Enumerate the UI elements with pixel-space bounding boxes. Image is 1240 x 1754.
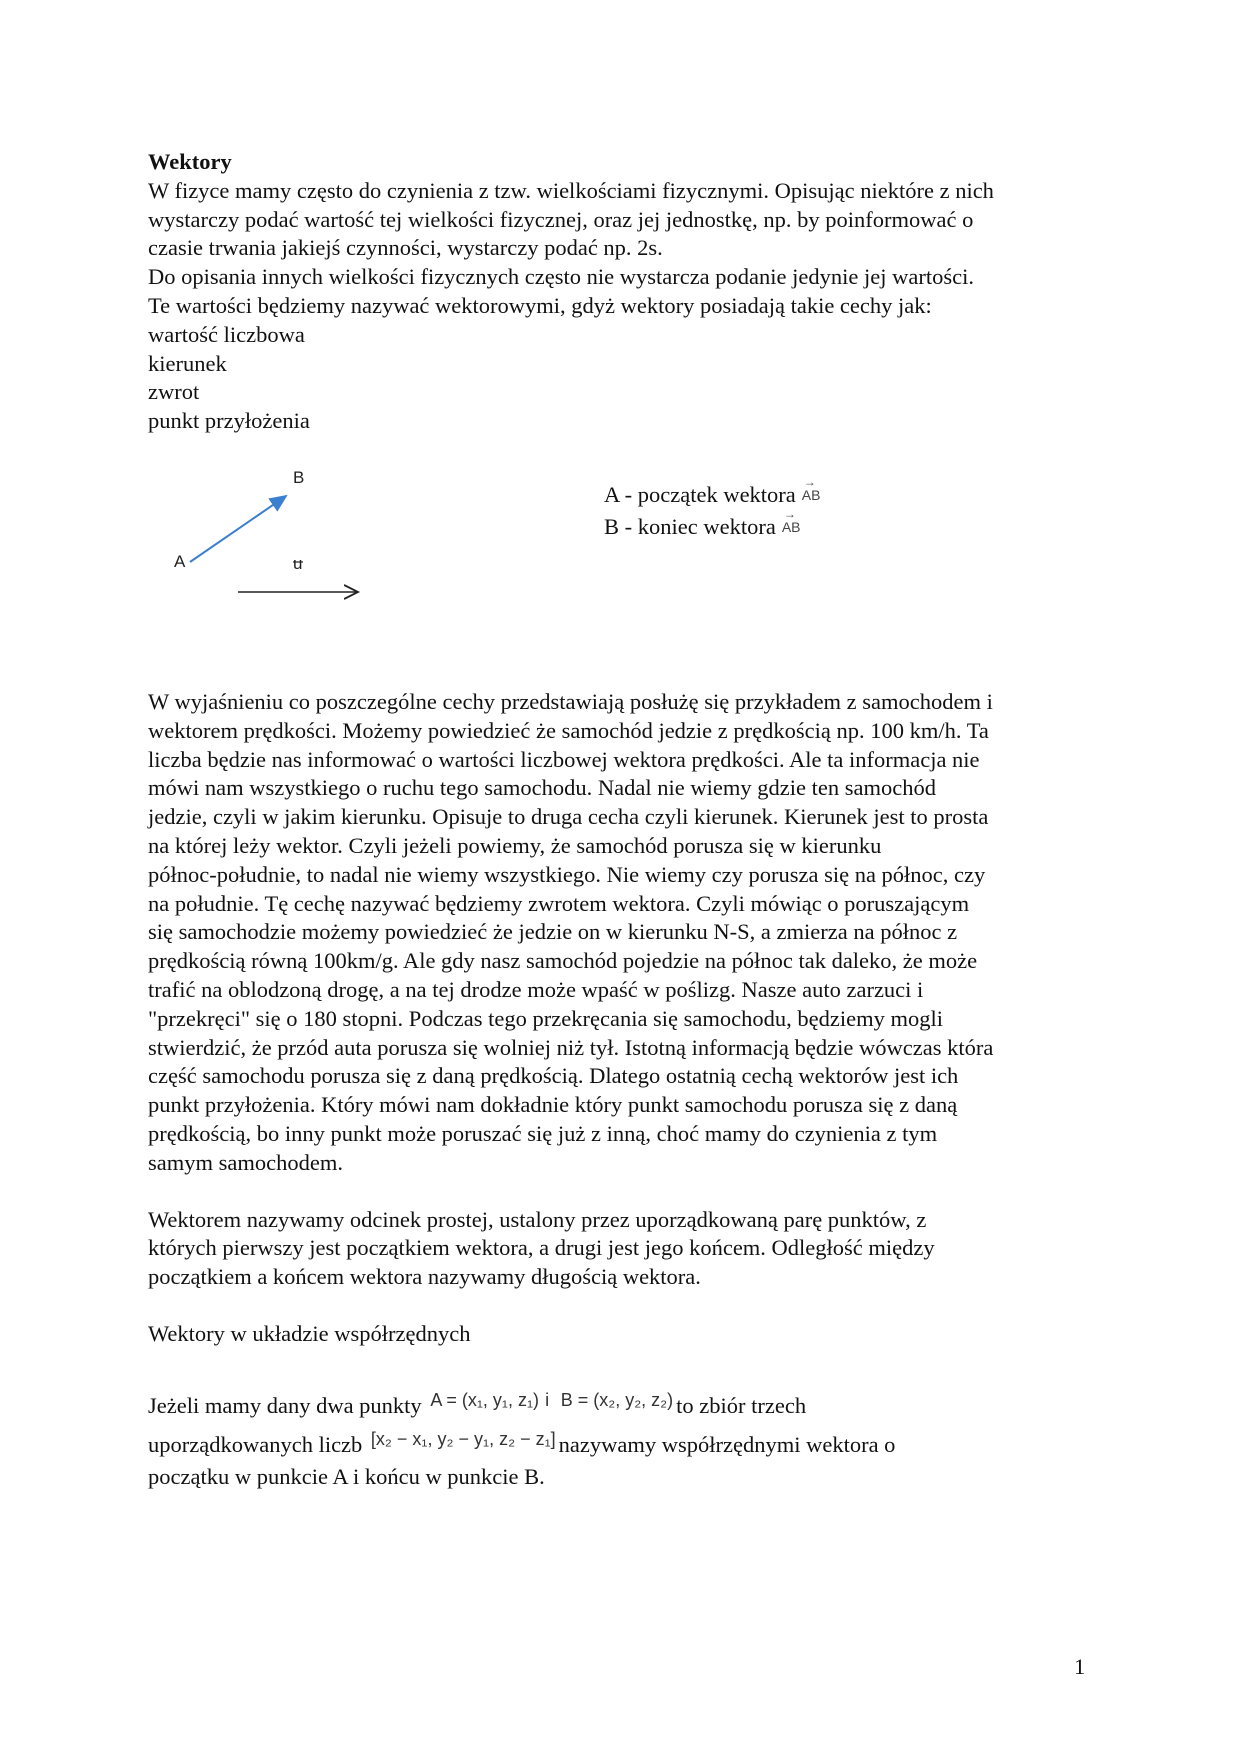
text-line: Do opisania innych wielkości fizycznych często nie wystarcza podanie jedynie jej wartości. [148, 264, 974, 290]
text-line: jedzie, czyli w jakim kierunku. Opisuje to druga cecha czyli kierunek. Kierunek jest to prosta [148, 804, 989, 830]
page-number: 1 [1074, 1654, 1086, 1679]
feature-item: wartość liczbowa [148, 321, 305, 347]
text-line: początkiem a końcem wektora nazywamy długością wektora. [148, 1264, 701, 1290]
intro-paragraph [148, 177, 1098, 321]
legend-start-text: A - początek wektora [604, 481, 796, 507]
coordinates-line-3: początku w punkcie A i końcu w punkcie B. [148, 1463, 545, 1489]
vector-diagram [148, 446, 548, 636]
definition-paragraph [148, 1206, 1098, 1292]
text-line: czasie trwania jakiejś czynności, wystarczy podać np. 2s. [148, 235, 663, 261]
feature-list [148, 321, 1098, 436]
text-line: liczba będzie nas informować o wartości liczbowej wektora prędkości. Ale ta informacja nie [148, 746, 980, 772]
text-span: to zbiór trzech [676, 1392, 807, 1418]
point-a-formula: A = (x₁, y₁, z₁) [430, 1389, 540, 1410]
text-line: których pierwszy jest początkiem wektora, a drugi jest jego końcem. Odległość między [148, 1235, 935, 1261]
text-span: uporządkowanych liczb [148, 1431, 363, 1457]
text-line: W wyjaśnieniu co poszczególne cechy przedstawiają posłużę się przykładem z samochodem i [148, 688, 993, 714]
section-heading: Wektory w układzie współrzędnych [148, 1320, 471, 1346]
text-line: mówi nam wszystkiego o ruchu tego samochodu. Nadal nie wiemy gdzie ten samochód [148, 775, 936, 801]
label-a: A [174, 551, 186, 571]
text-line: prędkością, bo inny punkt może poruszać się już z inną, choć mamy do czynienia z tym [148, 1120, 938, 1146]
text-span: Jeżeli mamy dany dwa punkty [148, 1392, 422, 1418]
coordinates-line-2 [148, 1426, 1098, 1465]
point-b-formula: B = (x₂, y₂, z₂) [560, 1389, 674, 1410]
text-line: wystarczy podać wartość tej wielkości fizycznej, oraz jej jednostkę, np. by poinformować o [148, 206, 974, 232]
page-title: Wektory [148, 149, 232, 174]
text-line: wektorem prędkości. Możemy powiedzieć że samochód jedzie z prędkością np. 100 km/h. Ta [148, 717, 989, 743]
text-line: północ-południe, to nadal nie wiemy wszystkiego. Nie wiemy czy porusza się na północ, czy [148, 861, 986, 887]
text-line: się samochodzie możemy powiedzieć że jedzie on w kierunku N-S, a zmierza na północ z [148, 919, 958, 945]
label-b: B [293, 467, 305, 487]
feature-item: zwrot [148, 379, 200, 405]
paragraph-gap [148, 1178, 1098, 1206]
text-line: trafić na oblodzoną drogę, a na tej drodze może wpaść w poślizg. Nasze auto zarzuci i [148, 976, 924, 1002]
label-u: u [293, 553, 303, 573]
text-line: prędkością równą 100km/g. Ale gdy nasz samochód pojedzie na północ tak daleko, że może [148, 948, 978, 974]
vector-ab-arrow [190, 496, 286, 562]
text-line: punkt przyłożenia. Który mówi nam dokładnie który punkt samochodu porusza się z daną [148, 1092, 958, 1118]
text-line: Te wartości będziemy nazywać wektorowymi, gdyż wektory posiadają takie cechy jak: [148, 292, 932, 318]
coordinates-line-1 [148, 1387, 1098, 1426]
paragraph-gap [148, 1292, 1098, 1320]
text-span: nazywamy współrzędnymi wektora o [558, 1431, 896, 1457]
paragraph-gap [148, 1349, 1098, 1387]
legend-end-row [604, 512, 820, 544]
text-line: samym samochodem. [148, 1149, 343, 1175]
text-line: na południe. Tę cechę nazywać będziemy zwrotem wektora. Czyli mówiąc o poruszającym [148, 890, 970, 916]
legend-end-text: B - koniec wektora [604, 513, 776, 539]
conjunction: i [545, 1389, 550, 1410]
coordinates-paragraph [148, 1387, 1098, 1489]
text-line: część samochodu porusza się z daną prędkością. Dlatego ostatnią cechą wektorów jest ich [148, 1063, 959, 1089]
feature-item: punkt przyłożenia [148, 408, 310, 434]
feature-item: kierunek [148, 350, 227, 376]
vector-legend [604, 480, 820, 544]
coordinates-triple-formula: [x₂ − x₁, y₂ − y₁, z₂ − z₁] [370, 1428, 556, 1449]
text-line: W fizyce mamy często do czynienia z tzw. wielkościami fizycznymi. Opisując niektóre z nich [148, 177, 994, 203]
page-content [148, 148, 1098, 1489]
text-line: "przekręci" się o 180 stopni. Podczas tego przekręcania się samochodu, będziemy mogli [148, 1005, 943, 1031]
text-line: Wektorem nazywamy odcinek prostej, ustalony przez uporządkowaną parę punktów, z [148, 1206, 927, 1232]
text-line: stwierdzić, że przód auta porusza się wolniej niż tył. Istotną informacją będzie wówczas która [148, 1034, 994, 1060]
explanation-paragraph [148, 688, 1098, 1178]
vector-ab-symbol: → AB [782, 512, 801, 542]
vector-ab-symbol: → AB [802, 480, 821, 510]
text-line: na której leży wektor. Czyli jeżeli powiemy, że samochód porusza się w kierunku [148, 832, 882, 858]
vector-figure [148, 446, 1098, 636]
